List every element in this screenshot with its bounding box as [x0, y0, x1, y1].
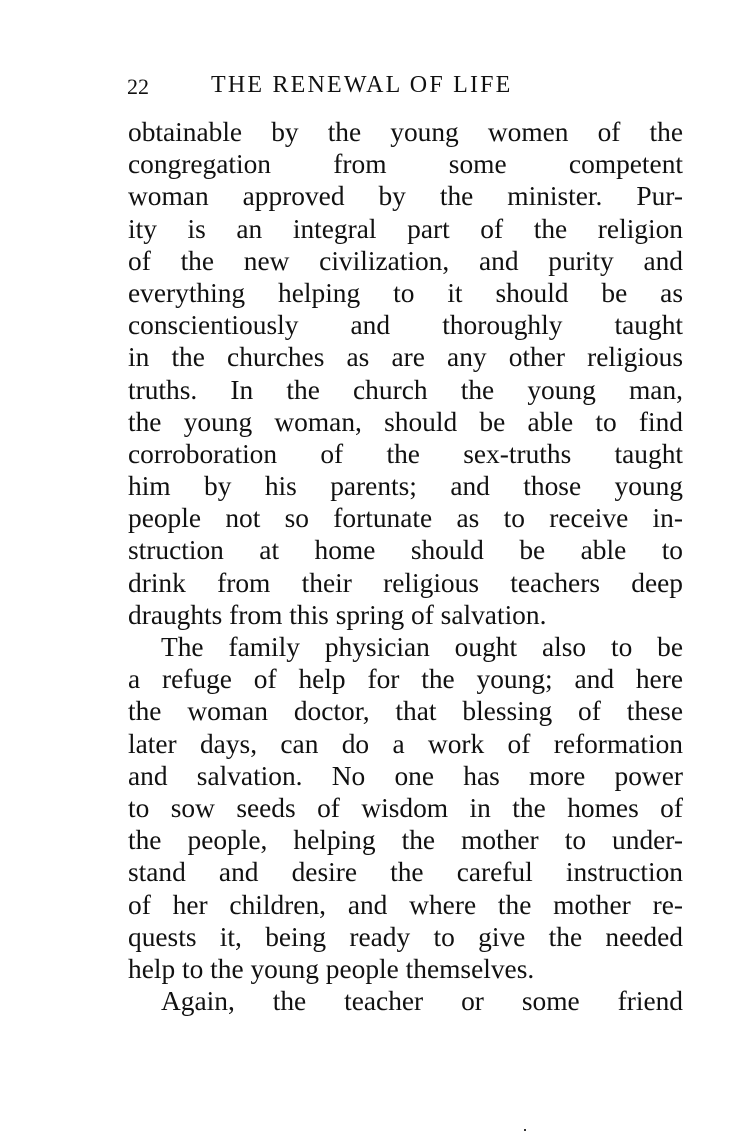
text-line: of her children, and where the mother re- [128, 889, 683, 920]
text-line: him by his parents; and those young [128, 471, 683, 502]
text-line: the young woman, should be able to find [128, 406, 683, 437]
text-line: quests it, being ready to give the needed [128, 921, 683, 952]
paragraph-start-line: The family physician ought also to be [161, 632, 683, 662]
text-line: people not so fortunate as to receive in- [128, 503, 683, 534]
text-line: everything helping to it should be as [128, 277, 683, 308]
text-line: ity is an integral part of the religion [128, 213, 683, 244]
text-line: woman approved by the minister. Pur- [128, 181, 683, 212]
text-line: in the churches as are any other religious [128, 342, 683, 373]
text-line: to sow seeds of wisdom in the homes of [128, 792, 683, 823]
text-line: obtainable by the young women of the [128, 117, 683, 147]
text-line: corroboration of the sex-truths taught [128, 438, 683, 469]
running-title: THE RENEWAL OF LIFE [211, 72, 513, 98]
page-number: 22 [127, 74, 149, 99]
text-line: congregation from some competent [128, 149, 683, 180]
text-line: conscientiously and thoroughly taught [128, 310, 683, 341]
text-line: later days, can do a work of reformation [128, 728, 683, 759]
text-line: and salvation. No one has more power [128, 760, 683, 791]
body-text [128, 116, 683, 1017]
text-line: stand and desire the careful instruction [128, 857, 683, 888]
running-head [127, 72, 607, 102]
paragraph-start-line: Again, the teacher or some friend [161, 986, 683, 1017]
text-line: the woman doctor, that blessing of these [128, 696, 683, 727]
text-line: a refuge of help for the young; and here [128, 664, 683, 695]
text-line: the people, helping the mother to under- [128, 825, 683, 856]
text-line: struction at home should be able to [128, 535, 683, 566]
scan-speck [524, 1129, 526, 1131]
text-line: truths. In the church the young man, [128, 374, 683, 405]
text-line: drink from their religious teachers deep [128, 567, 683, 598]
text-line: draughts from this spring of salvation. [128, 599, 547, 630]
text-line: help to the young people themselves. [128, 953, 535, 984]
text-line: of the new civilization, and purity and [128, 245, 683, 276]
